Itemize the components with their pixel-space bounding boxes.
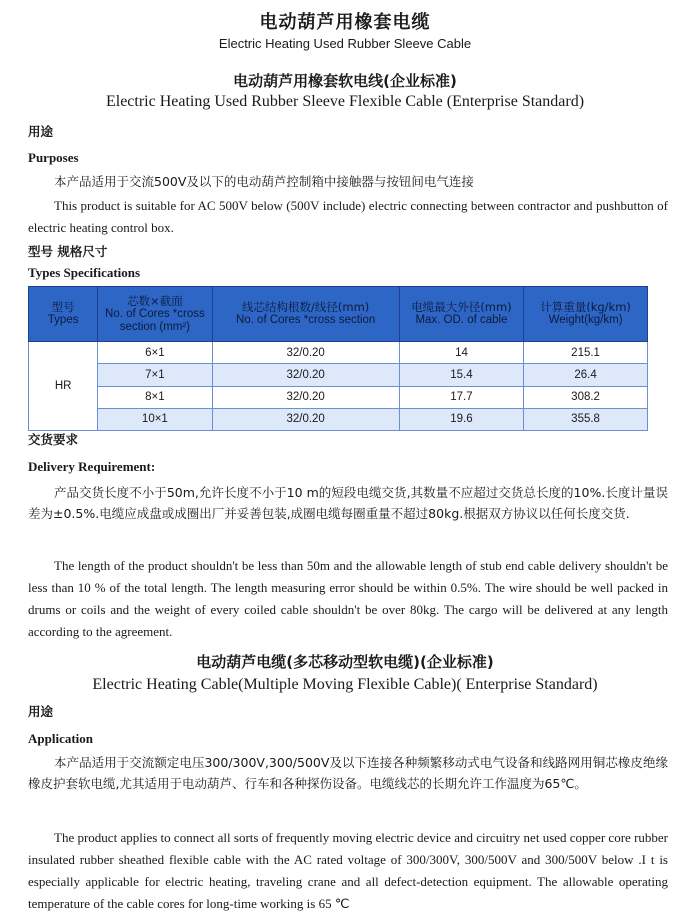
- cell-od: 15.4: [399, 364, 523, 386]
- application-label-en: Application: [28, 731, 94, 746]
- cell-cores: 6×1: [98, 342, 212, 364]
- purposes-text-en: This product is suitable for AC 500V below (500V include) electric connecting between contractor and pushbutton of electric heating control box.: [28, 198, 668, 235]
- type-cell: HR: [29, 342, 98, 431]
- types-label-cn: 型号 规格尺寸: [28, 244, 108, 259]
- table-row: [29, 408, 648, 430]
- header-types: 型号 Types: [29, 287, 98, 342]
- cell-structure: 32/0.20: [212, 364, 399, 386]
- main-title-cn: 电动葫芦用橡套电缆: [259, 12, 431, 33]
- purposes-label-en: Purposes: [28, 150, 79, 165]
- cell-structure: 32/0.20: [212, 408, 399, 430]
- delivery-label-en: Delivery Requirement:: [28, 459, 156, 474]
- delivery-text-cn: 产品交货长度不小于50m,允许长度不小于10 m的短段电缆交货,其数量不应超过交货总长度的10%.长度计量误差为±0.5%.电缆应成盘或成圈出厂并妥善包装,成圈电缆每圈重量不超过80kg.根据双方协议以任何长度交货.: [28, 485, 668, 521]
- cell-weight: 26.4: [524, 364, 648, 386]
- table-row: [29, 386, 648, 408]
- section2-heading-en: Electric Heating Cable(Multiple Moving Flexible Cable)( Enterprise Standard): [92, 676, 598, 693]
- spec-table: [28, 286, 648, 431]
- cell-od: 19.6: [399, 408, 523, 430]
- cell-od: 17.7: [399, 386, 523, 408]
- table-header-row: [29, 287, 648, 342]
- application-text-en: The product applies to connect all sorts of frequently moving electric device and circuitry net used copper core rubber insulated rubber sheathed flexible cable with the AC rated voltage of 300/300V, 300/500V and 300/500V below .I t is especially applicable for electric heating, traveling crane and all defect-detection equipment. The allowable operating temperature of the cable cores for long-time working is 65 ℃: [28, 830, 668, 911]
- application-text-cn: 本产品适用于交流额定电压300/300V,300/500V及以下连接各种频繁移动式电气设备和线路网用铜芯橡皮绝缘橡皮护套软电缆,尤其适用于电动葫芦、行车和各种探伤设备。电缆线芯的长期允许工作温度为65℃。: [28, 755, 668, 791]
- delivery-label-cn: 交货要求: [28, 432, 79, 447]
- cell-weight: 308.2: [524, 386, 648, 408]
- header-weight: 计算重量(kg/km) Weight(kg/km): [524, 287, 648, 342]
- cell-cores: 8×1: [98, 386, 212, 408]
- table-row: [29, 342, 648, 364]
- section2-heading-cn: 电动葫芦电缆(多芯移动型软电缆)(企业标准): [196, 653, 494, 671]
- header-structure: 线芯结构根数/线径(mm) No. of Cores *cross section: [212, 287, 399, 342]
- purposes-label-cn: 用途: [28, 124, 54, 139]
- section1-heading-cn: 电动葫芦用橡套软电线(企业标准): [233, 72, 457, 90]
- cell-cores: 10×1: [98, 408, 212, 430]
- cell-structure: 32/0.20: [212, 342, 399, 364]
- table-row: [29, 364, 648, 386]
- cell-od: 14: [399, 342, 523, 364]
- application-label-cn: 用途: [28, 704, 54, 719]
- header-max-od: 电缆最大外径(mm) Max. OD. of cable: [399, 287, 523, 342]
- types-label-en: Types Specifications: [28, 265, 141, 280]
- purposes-text-cn: 本产品适用于交流500V及以下的电动葫芦控制箱中接触器与按钮间电气连接: [54, 174, 474, 189]
- main-title-en: Electric Heating Used Rubber Sleeve Cable: [218, 36, 472, 51]
- cell-structure: 32/0.20: [212, 386, 399, 408]
- cell-weight: 355.8: [524, 408, 648, 430]
- cell-cores: 7×1: [98, 364, 212, 386]
- header-cores: 芯数×截面 No. of Cores *cross section (mm²): [98, 287, 212, 342]
- cell-weight: 215.1: [524, 342, 648, 364]
- section1-heading-en: Electric Heating Used Rubber Sleeve Flexible Cable (Enterprise Standard): [105, 93, 585, 110]
- delivery-text-en: The length of the product shouldn't be less than 50m and the allowable length of stub end cable delivery shouldn't be less than 10 % of the total length. The length measuring error should be within 0.5%. The wire should be well packed in drums or coils and the weight of every coiled cable shouldn't be over 80kg. The cargo will be delivered at any length according to the agreement.: [28, 558, 668, 639]
